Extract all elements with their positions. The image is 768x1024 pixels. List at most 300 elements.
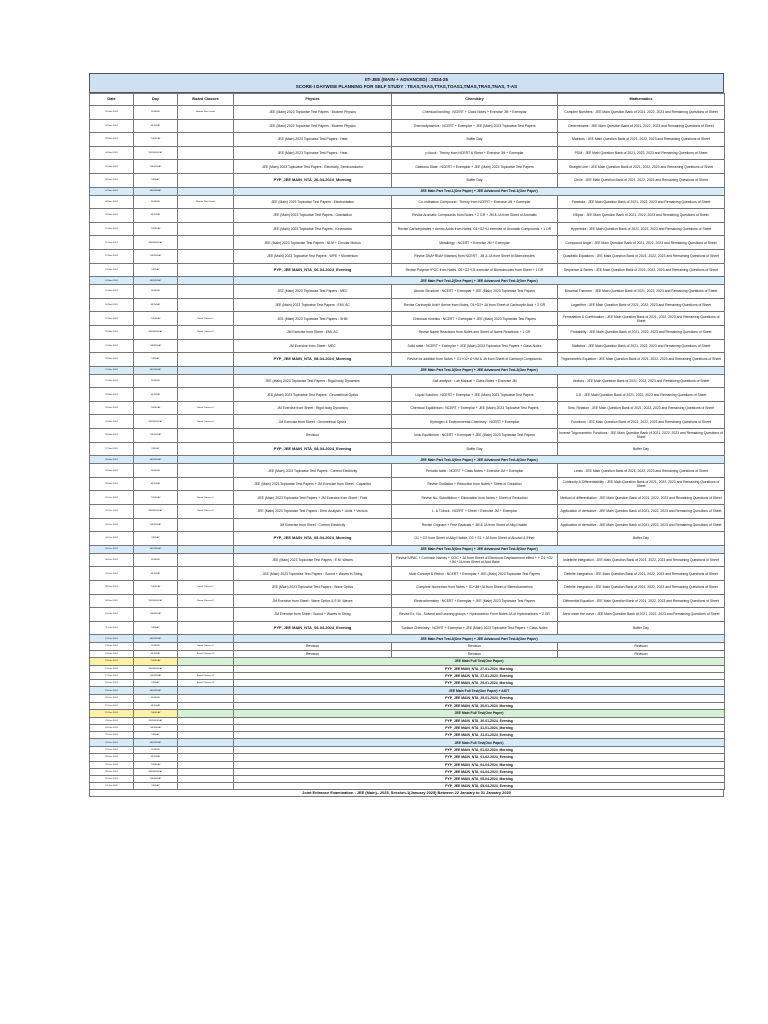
- board-classes-cell: [178, 353, 234, 367]
- mathematics-cell: Trigonometric Equation : JEE Main Question Bank of 2021, 2022, 2023 and Remaining Questions of Sheet: [558, 353, 725, 367]
- date-cell: 16-Nov-2024: [90, 298, 134, 312]
- physics-cell: JEE (Main) 2023 Topicwise Test Papers + JM Exercise from Sheet : Fluid: [234, 491, 392, 505]
- day-cell: WEDNESDAY: [134, 665, 178, 672]
- merged-subject-cell: PYP_JEE MAIN_NTA_30-01-2024_Morning: [234, 702, 725, 709]
- table-row: [90, 464, 725, 478]
- chemistry-cell: p-block : Theory from NCERT & Sheet + Exercise JM + Exemplar: [392, 146, 558, 160]
- date-cell: 30-Nov-2024: [90, 477, 134, 491]
- table-row: [90, 747, 725, 754]
- day-cell: TUESDAY: [134, 657, 178, 665]
- chemistry-cell: Surface Chemistry : NCERT + Exemplar + JEE (Main) 2023 Topicwise Test Papers + Class Notes: [392, 621, 558, 635]
- board-classes-cell: [178, 160, 234, 174]
- date-cell: 07-Dec-2024: [90, 567, 134, 581]
- board-classes-cell: [178, 635, 234, 643]
- board-classes-cell: [178, 222, 234, 236]
- mathematics-cell: Quadratic Equations : JEE Main Question Bank of 2021, 2022, 2023 and Remaining Questions of Sheet: [558, 249, 725, 263]
- board-classes-cell: [178, 249, 234, 263]
- day-cell: WEDNESDAY: [134, 505, 178, 519]
- date-cell: 28-Nov-2024: [90, 456, 134, 464]
- mathematics-cell: Buffer Day: [558, 442, 725, 456]
- title-block: [89, 73, 724, 93]
- table-row: [90, 312, 725, 326]
- table-row: [90, 532, 725, 546]
- board-classes-cell: [178, 553, 234, 567]
- board-classes-cell: [178, 146, 234, 160]
- day-cell: SATURDAY: [134, 187, 178, 195]
- chemistry-cell: Thermodynamics : NCERT + Exemplar + JEE (Main) 2023 Topicwise Test Papers: [392, 119, 558, 133]
- day-cell: MONDAY: [134, 702, 178, 709]
- board-classes-cell: [178, 761, 234, 768]
- date-cell: 14-Nov-2024: [90, 277, 134, 285]
- physics-cell: JM Exercise from Sheet : Geometrical Optics: [234, 415, 392, 429]
- day-cell: THURSDAY: [134, 339, 178, 353]
- board-classes-cell: Board Classes-12: [178, 680, 234, 687]
- merged-subject-cell: PYP_JEE MAIN_NTA_27-01-2024_Evening: [234, 672, 725, 679]
- physics-cell: Revision: [234, 650, 392, 657]
- date-cell: 31-Dec-2024: [90, 776, 134, 783]
- header-chemistry: Chemistry: [392, 94, 558, 106]
- day-cell: MONDAY: [134, 754, 178, 761]
- chemistry-cell: Liquid Solution : NCERT + Exemplar + JEE (Main) 2023 Topicwise Test Papers: [392, 388, 558, 402]
- physics-cell: JEE (Main) 2023 Topicwise Test Papers : Wave Optics: [234, 581, 392, 595]
- merged-subject-cell: PYP_JEE MAIN_NTA_29-01-2024_Evening: [234, 695, 725, 702]
- day-cell: FRIDAY: [134, 680, 178, 687]
- table-row: [90, 581, 725, 595]
- table-row: [90, 672, 725, 679]
- physics-cell: JEE (Main) 2023 Topicwise Test Papers : WPE + Momentum: [234, 249, 392, 263]
- chemistry-cell: L. & T.block : NCERT + Sheet + Exercise JM + Exemplar: [392, 505, 558, 519]
- merged-subject-cell: JEE Main Part Test-6(One Paper) + JEE Advanced Part Test-6(One Paper): [234, 635, 725, 643]
- day-cell: THURSDAY: [134, 608, 178, 622]
- day-cell: FRIDAY: [134, 532, 178, 546]
- board-classes-cell: [178, 263, 234, 277]
- mathematics-cell: Continuity & Differentiability : JEE Main Question Bank of 2021, 2022, 2023 and Remaining Questions of Sheet: [558, 477, 725, 491]
- chemistry-cell: Chemical Equilibrium : NCERT + Exemplar + JEE (Main) 2023 Topicwise Test Papers: [392, 401, 558, 415]
- physics-cell: JEE (Main) 2023 Topicwise Test Papers : SHM: [234, 312, 392, 326]
- chemistry-cell: Revise Carbohydrates + Amino Acids from Notes, O1+O2+IJ exercise of Aromatic Compounds + 1 GR: [392, 222, 558, 236]
- board-classes-cell: [178, 285, 234, 299]
- board-classes-cell: Board Classes-3: [178, 401, 234, 415]
- table-row: [90, 608, 725, 622]
- table-row: [90, 119, 725, 133]
- header-date: Date: [90, 94, 134, 106]
- table-row: [90, 724, 725, 731]
- date-cell: 06-Dec-2024: [90, 553, 134, 567]
- mathematics-cell: Revision: [558, 643, 725, 650]
- chemistry-cell: Buffer Day: [392, 442, 558, 456]
- merged-subject-cell: PYP_JEE MAIN_NTA_31-01-2024_Evening: [234, 732, 725, 739]
- mathematics-cell: Sequence & Series : JEE Main Question Bank of 2021, 2022, 2023 and Remaining Questions of Sheet: [558, 263, 725, 277]
- mathematics-cell: Circle : JEE Main Question Bank of 2021, 2022, 2023 and Remaining Questions of Sheet: [558, 173, 725, 187]
- date-cell: 05-Dec-2024: [90, 545, 134, 553]
- day-cell: SATURDAY: [134, 635, 178, 643]
- day-cell: TUESDAY: [134, 581, 178, 595]
- date-cell: 09-Dec-2024: [90, 594, 134, 608]
- merged-subject-cell: JEE Main Full Test(One Paper): [234, 657, 725, 665]
- date-cell: 12-Dec-2024: [90, 635, 134, 643]
- table-row: [90, 567, 725, 581]
- mathematics-cell: Buffer Day: [558, 621, 725, 635]
- merged-subject-cell: PYP_JEE MAIN_NTA_04-04-2024_Morning: [234, 761, 725, 768]
- board-classes-cell: Board Classes-8: [178, 594, 234, 608]
- date-cell: 25-Nov-2024: [90, 415, 134, 429]
- physics-cell: PYP_JEE MAIN_NTA_08-04-2024_Evening: [234, 442, 392, 456]
- day-cell: THURSDAY: [134, 672, 178, 679]
- date-cell: 08-Nov-2024: [90, 195, 134, 209]
- chemistry-cell: Electrochemistry : NCERT + Exemplar + JEE (Main) 2023 Topicwise Test Papers: [392, 594, 558, 608]
- table-row: [90, 657, 725, 665]
- table-row: [90, 339, 725, 353]
- board-classes-cell: [178, 747, 234, 754]
- day-cell: SATURDAY: [134, 277, 178, 285]
- day-cell: MONDAY: [134, 388, 178, 402]
- board-classes-cell: Board Classes-6: [178, 505, 234, 519]
- board-classes-cell: [178, 608, 234, 622]
- date-cell: 26-Dec-2024: [90, 739, 134, 747]
- day-cell: THURSDAY: [134, 249, 178, 263]
- day-cell: SATURDAY: [134, 687, 178, 695]
- chemistry-cell: Revise Aromatic Compounds from Notes + 2 GR + JM & JA from Sheet of Aromatic: [392, 209, 558, 223]
- board-classes-cell: [178, 366, 234, 374]
- table-row: [90, 732, 725, 739]
- day-cell: TUESDAY: [134, 709, 178, 717]
- physics-cell: JEE (Main) 2023 Topicwise Test Papers : E.M. Waves: [234, 553, 392, 567]
- table-row: [90, 353, 725, 367]
- board-classes-cell: [178, 429, 234, 443]
- chemistry-cell: Salt analysis : Lab Manual + Class Notes + Exercise JM: [392, 374, 558, 388]
- board-classes-cell: [178, 724, 234, 731]
- date-cell: 13-Nov-2024: [90, 263, 134, 277]
- table-row: [90, 761, 725, 768]
- table-row: [90, 680, 725, 687]
- table-row: [90, 518, 725, 532]
- table-row: [90, 325, 725, 339]
- day-cell: THURSDAY: [134, 518, 178, 532]
- day-cell: THURSDAY: [134, 160, 178, 174]
- physics-cell: Revision: [234, 429, 392, 443]
- board-classes-cell: Module Wise Doubt: [178, 106, 234, 120]
- mathematics-cell: Method of differentiation : JEE Main Question Bank of 2021, 2022, 2023 and Remaining Questions of Sheet: [558, 491, 725, 505]
- date-cell: 01-Nov-2024: [90, 106, 134, 120]
- date-cell: 22-Nov-2024: [90, 374, 134, 388]
- merged-subject-cell: JEE Main Part Test-2(One Paper) + JEE Advanced Part Test-2(One Paper): [234, 277, 725, 285]
- board-classes-cell: [178, 621, 234, 635]
- date-cell: 27-Dec-2024: [90, 747, 134, 754]
- board-classes-cell: Board Classes-2: [178, 325, 234, 339]
- chemistry-cell: Revise Polymer+POC from Notes, O1+O2+IJ1 exercise of Biomolecules from Sheet + 1 GR: [392, 263, 558, 277]
- table-row: [90, 505, 725, 519]
- mathematics-cell: Binomial Theorem : JEE Main Question Bank of 2021, 2022, 2023 and Remaining Questions of Sheet: [558, 285, 725, 299]
- physics-cell: JEE (Main) 2023 Topicwise Test Papers : MEC: [234, 285, 392, 299]
- mathematics-cell: Differential Equation : JEE Main Question Bank of 2021, 2022, 2023 and Remaining Questions of Sheet: [558, 594, 725, 608]
- date-cell: 18-Dec-2024: [90, 680, 134, 687]
- mathematics-cell: Statistics : JEE Main Question Bank of 2021, 2022, 2023 and Remaining Questions of Sheet: [558, 339, 725, 353]
- board-classes-cell: Board Classes-9: [178, 643, 234, 650]
- date-cell: 24-Nov-2024: [90, 401, 134, 415]
- date-cell: 11-Nov-2024: [90, 236, 134, 250]
- day-cell: THURSDAY: [134, 429, 178, 443]
- day-cell: SUNDAY: [134, 374, 178, 388]
- date-cell: 29-Dec-2024: [90, 761, 134, 768]
- physics-cell: JM Exercise from Sheet : Wave Optics & E.M. Waves: [234, 594, 392, 608]
- physics-cell: JEE (Main) 2023 Topicwise Test Papers : Error Analysis + Units + Vectors: [234, 505, 392, 519]
- table-row: [90, 366, 725, 374]
- table-row: [90, 209, 725, 223]
- board-classes-cell: [178, 518, 234, 532]
- chemistry-cell: Revise Grignard + Free Radicals + JM & JA from Sheet of Alkyl Halide: [392, 518, 558, 532]
- date-cell: 10-Nov-2024: [90, 222, 134, 236]
- date-cell: 20-Dec-2024: [90, 695, 134, 702]
- physics-cell: JM Exercise from Sheet : EMI, AC: [234, 325, 392, 339]
- board-classes-cell: [178, 236, 234, 250]
- table-row: [90, 106, 725, 120]
- physics-cell: JM Exercise from Sheet : Sound + Waves in String: [234, 608, 392, 622]
- day-cell: TUESDAY: [134, 133, 178, 147]
- board-classes-cell: [178, 456, 234, 464]
- mathematics-cell: Revision: [558, 650, 725, 657]
- mathematics-cell: Straight Line : JEE Main Question Bank of 2021, 2022, 2023 and Remaining Questions of Sheet: [558, 160, 725, 174]
- day-cell: MONDAY: [134, 477, 178, 491]
- mathematics-cell: Sets, Relation : JEE Main Question Bank of 2021, 2022, 2023 and Remaining Questions of Sheet: [558, 401, 725, 415]
- chemistry-cell: Complete Isomerism from Notes + S1+JM+JA from Sheet of Stereoisomerism: [392, 581, 558, 595]
- date-cell: 17-Dec-2024: [90, 672, 134, 679]
- board-classes-cell: [178, 532, 234, 546]
- physics-cell: JEE (Main) 2023 Topicwise Test Papers : Sound + Waves in String: [234, 567, 392, 581]
- physics-cell: JEE (Main) 2023 Topicwise Test Papers : NLM + Circular Motion: [234, 236, 392, 250]
- mathematics-cell: Parabola : JEE Main Question Bank of 2021, 2022, 2023 and Remaining Questions of Sheet: [558, 195, 725, 209]
- physics-cell: JEE (Main) 2023 Topicwise Test Papers : Geometrical Optics: [234, 388, 392, 402]
- physics-cell: JEE (Main) 2023 Topicwise Test Papers : Current Electricity: [234, 464, 392, 478]
- day-cell: WEDNESDAY: [134, 594, 178, 608]
- table-row: [90, 388, 725, 402]
- date-cell: 06-Nov-2024: [90, 173, 134, 187]
- board-classes-cell: Board Classes-7: [178, 581, 234, 595]
- chemistry-cell: Buffer Day: [392, 133, 558, 147]
- mathematics-cell: Definite Integration : JEE Main Question Bank of 2021, 2022, 2023 and Remaining Questions of Sheet: [558, 567, 725, 581]
- date-cell: 11-Dec-2024: [90, 621, 134, 635]
- table-row: [90, 146, 725, 160]
- chemistry-cell: Revision: [392, 650, 558, 657]
- board-classes-cell: Board Classes-11: [178, 672, 234, 679]
- table-row: [90, 621, 725, 635]
- table-row: [90, 754, 725, 761]
- day-cell: FRIDAY: [134, 263, 178, 277]
- merged-subject-cell: PYP_JEE MAIN_NTA_05-04-2024_Evening: [234, 783, 725, 790]
- board-classes-cell: [178, 702, 234, 709]
- mathematics-cell: Vectors : JEE Main Question Bank of 2021, 2022, 2023 and Remaining Questions of Sheet: [558, 374, 725, 388]
- date-cell: 22-Dec-2024: [90, 709, 134, 717]
- mathematics-cell: Application of derivative : JEE Main Question Bank of 2021, 2022, 2023 and Remaining Questions of Sheet: [558, 518, 725, 532]
- mathematics-cell: Definite Integration : JEE Main Question Bank of 2021, 2022, 2023 and Remaining Questions of Sheet: [558, 581, 725, 595]
- day-cell: TUESDAY: [134, 761, 178, 768]
- merged-subject-cell: JEE Main Part Test-4(One Paper) + JEE Advanced Part Test-4(One Paper): [234, 456, 725, 464]
- day-cell: MONDAY: [134, 209, 178, 223]
- physics-cell: PYP_JEE MAIN_NTA_09-04-2024_Evening: [234, 621, 392, 635]
- chemistry-cell: Mole Concept & Redox : NCERT + Exemplar + JEE (Main) 2023 Topicwise Test Papers: [392, 567, 558, 581]
- board-classes-cell: [178, 173, 234, 187]
- mathematics-cell: Matrices : JEE Main Question Bank of 2021, 2022, 2023 and Remaining Questions of Sheet: [558, 133, 725, 147]
- date-cell: 21-Dec-2024: [90, 702, 134, 709]
- board-classes-cell: [178, 209, 234, 223]
- table-row: [90, 263, 725, 277]
- table-row: [90, 277, 725, 285]
- board-classes-cell: [178, 277, 234, 285]
- merged-subject-cell: PYP_JEE MAIN_NTA_05-04-2024_Morning: [234, 776, 725, 783]
- table-row: [90, 776, 725, 783]
- merged-subject-cell: PYP_JEE MAIN_NTA_31-01-2024_Morning: [234, 724, 725, 731]
- day-cell: FRIDAY: [134, 621, 178, 635]
- chemistry-cell: Revise IUPAC + Common Names + GOC + JA from Sheet of Electronic Displacement effect + + O1 +O2 +JM +JA from Sheet of Acid Base: [392, 553, 558, 567]
- planner-sheet: [89, 73, 724, 797]
- date-cell: 24-Dec-2024: [90, 724, 134, 731]
- date-cell: 15-Nov-2024: [90, 285, 134, 299]
- merged-subject-cell: PYP_JEE MAIN_NTA_29-01-2024_Morning: [234, 680, 725, 687]
- physics-cell: PYP_JEE MAIN_NTA_08-04-2024_Morning: [234, 353, 392, 367]
- merged-subject-cell: PYP_JEE MAIN_NTA_01-02-2024_Morning: [234, 747, 725, 754]
- mathematics-cell: Area under the curve : JEE Main Question Bank of 2021, 2022, 2023 and Remaining Questions of Sheet: [558, 608, 725, 622]
- date-cell: 02-Nov-2024: [90, 119, 134, 133]
- table-row: [90, 401, 725, 415]
- table-row: [90, 456, 725, 464]
- board-classes-cell: [178, 187, 234, 195]
- chemistry-cell: Gaseous State : NCERT + Exemplar + JEE (Main) 2023 Topicwise Test Papers: [392, 160, 558, 174]
- date-cell: 29-Nov-2024: [90, 464, 134, 478]
- board-classes-cell: [178, 695, 234, 702]
- merged-subject-cell: JEE Main Full Test(One Paper): [234, 739, 725, 747]
- chemistry-cell: Atomic Structure : NCERT + Exemplar + JEE (Main) 2023 Topicwise Test Papers: [392, 285, 558, 299]
- board-classes-cell: [178, 665, 234, 672]
- date-cell: 27-Nov-2024: [90, 442, 134, 456]
- date-cell: 08-Dec-2024: [90, 581, 134, 595]
- table-row: [90, 665, 725, 672]
- table-row: [90, 249, 725, 263]
- date-cell: 03-Nov-2024: [90, 133, 134, 147]
- physics-cell: Revision: [234, 643, 392, 650]
- board-classes-cell: [178, 119, 234, 133]
- day-cell: SATURDAY: [134, 456, 178, 464]
- exam-footer: Joint Entrance Examination : JEE (Main)– 2025, Session-1(January 2025) Between 22 January to 31 January 2025: [89, 790, 724, 797]
- day-cell: SUNDAY: [134, 195, 178, 209]
- physics-cell: JEE (Main) 2023 Topicwise Test Papers + JM Exercise from Sheet : Capacitor: [234, 477, 392, 491]
- mathematics-cell: PDM : JEE Main Question Bank of 2021, 2022, 2023 and Remaining Questions of Sheet: [558, 146, 725, 160]
- date-cell: 02-Dec-2024: [90, 505, 134, 519]
- date-cell: 09-Nov-2024: [90, 209, 134, 223]
- physics-cell: PYP_JEE MAIN_NTA_06-04-2024_Evening: [234, 263, 392, 277]
- board-classes-cell: [178, 739, 234, 747]
- merged-subject-cell: JEE Main Part Test-1(One Paper) + JEE Advanced Part Test-1(One Paper): [234, 187, 725, 195]
- date-cell: 20-Nov-2024: [90, 353, 134, 367]
- date-cell: 16-Dec-2024: [90, 665, 134, 672]
- day-cell: SUNDAY: [134, 464, 178, 478]
- merged-subject-cell: JEE Main Full Test(One Paper): [234, 709, 725, 717]
- date-cell: 30-Dec-2024: [90, 768, 134, 775]
- physics-cell: JEE (Main) 2023 Topicwise Test Papers : Heat: [234, 133, 392, 147]
- merged-subject-cell: PYP_JEE MAIN_NTA_01-02-2024_Evening: [234, 754, 725, 761]
- board-classes-cell: [178, 776, 234, 783]
- board-classes-cell: [178, 298, 234, 312]
- board-classes-cell: [178, 754, 234, 761]
- mathematics-cell: Functions : JEE Main Question Bank of 2021, 2022, 2023 and Remaining Questions of Sheet: [558, 415, 725, 429]
- physics-cell: JM Exercise from Sheet : Current Electricity: [234, 518, 392, 532]
- table-row: [90, 477, 725, 491]
- chemistry-cell: Hydrogen & Environmental Chemistry : NCERT + Exemplar: [392, 415, 558, 429]
- board-classes-cell: [178, 657, 234, 665]
- day-cell: WEDNESDAY: [134, 325, 178, 339]
- board-classes-cell: [178, 732, 234, 739]
- table-row: [90, 783, 725, 790]
- physics-cell: PYP_JEE MAIN_NTA_09-04-2024_Morning: [234, 532, 392, 546]
- title-line-2: SCORE-I DAYWISE PLANNING FOR SELF STUDY : TEAS,TAAS,TTAS,TOAS1,TMAS,TRAS,TNAS, T-AS: [295, 84, 518, 89]
- table-row: [90, 195, 725, 209]
- board-classes-cell: [178, 464, 234, 478]
- day-cell: THURSDAY: [134, 776, 178, 783]
- physics-cell: JEE (Main) 2023 Topicwise Test Papers : EMI, AC: [234, 298, 392, 312]
- physics-cell: JM Exercise from Sheet : Rigid body Dynamics: [234, 401, 392, 415]
- date-cell: 04-Dec-2024: [90, 532, 134, 546]
- merged-subject-cell: JEE Main Part Test-5(One Paper) + JEE Advanced Part Test-5(One Paper): [234, 545, 725, 553]
- day-cell: WEDNESDAY: [134, 415, 178, 429]
- chemistry-cell: Revise Name Reactions from Notes and Sheet of Name Reactions + 1 GR: [392, 325, 558, 339]
- table-row: [90, 491, 725, 505]
- mathematics-cell: Indefinite integration : JEE Main Question Bank of 2021, 2022, 2023 and Remaining Questions of Sheet: [558, 553, 725, 567]
- day-cell: SUNDAY: [134, 285, 178, 299]
- table-row: [90, 285, 725, 299]
- mathematics-cell: Application of derivative : JEE Main Question Bank of 2021, 2022, 2023 and Remaining Questions of Sheet: [558, 505, 725, 519]
- date-cell: 25-Dec-2024: [90, 732, 134, 739]
- chemistry-cell: Ionic Equilibrium : NCERT + Exemplar + JEE (Main) 2023 Topicwise Test Papers: [392, 429, 558, 443]
- board-classes-cell: [178, 709, 234, 717]
- board-classes-cell: [178, 374, 234, 388]
- day-cell: FRIDAY: [134, 173, 178, 187]
- day-cell: MONDAY: [134, 567, 178, 581]
- board-classes-cell: Board Classes-4: [178, 415, 234, 429]
- day-cell: TUESDAY: [134, 401, 178, 415]
- mathematics-cell: Logarithm : JEE Main Question Bank of 2021, 2022, 2023 and Remaining Questions of Sheet: [558, 298, 725, 312]
- planner-rows: [90, 106, 725, 790]
- board-classes-cell: [178, 442, 234, 456]
- date-cell: 26-Nov-2024: [90, 429, 134, 443]
- board-classes-cell: [178, 477, 234, 491]
- mathematics-cell: Limits : JEE Main Question Bank of 2021, 2022, 2023 and Remaining Questions of Sheet: [558, 464, 725, 478]
- day-cell: MONDAY: [134, 119, 178, 133]
- mathematics-cell: Permutation & Combination : JEE Main Question Bank of 2021, 2022, 2023 and Remaining Questions of Sheet: [558, 312, 725, 326]
- chemistry-cell: Revise Ex, Nu-, Solvent and Leaving groups + Hydrocarbon From Notes JA of Hydrocarbons + 2 GR: [392, 608, 558, 622]
- table-row: [90, 236, 725, 250]
- table-row: [90, 635, 725, 643]
- date-cell: 13-Dec-2024: [90, 643, 134, 650]
- chemistry-cell: Solid state : NCERT + Exemplar + JEE (Main) 2023 Topicwise Test Papers + Class Notes: [392, 339, 558, 353]
- day-cell: TUESDAY: [134, 222, 178, 236]
- date-cell: 23-Dec-2024: [90, 717, 134, 724]
- chemistry-cell: Buffer Day: [392, 173, 558, 187]
- board-classes-cell: [178, 567, 234, 581]
- day-cell: SUNDAY: [134, 106, 178, 120]
- table-row: [90, 374, 725, 388]
- day-cell: FRIDAY: [134, 442, 178, 456]
- table-row: [90, 133, 725, 147]
- header-board-classes: Board Classes: [178, 94, 234, 106]
- day-cell: MONDAY: [134, 298, 178, 312]
- day-cell: THURSDAY: [134, 724, 178, 731]
- header-day: Day: [134, 94, 178, 106]
- date-cell: 01-Jan-2025: [90, 783, 134, 790]
- merged-subject-cell: PYP_JEE MAIN_NTA_27-01-2024_Morning: [234, 665, 725, 672]
- header-physics: Physics: [234, 94, 392, 106]
- table-row: [90, 650, 725, 657]
- date-cell: 10-Dec-2024: [90, 608, 134, 622]
- chemistry-cell: Chemical Kinetics : NCERT + Exemplar + JEE (Main) 2023 Topicwise Test Papers: [392, 312, 558, 326]
- board-classes-cell: Module Wise Doubt: [178, 195, 234, 209]
